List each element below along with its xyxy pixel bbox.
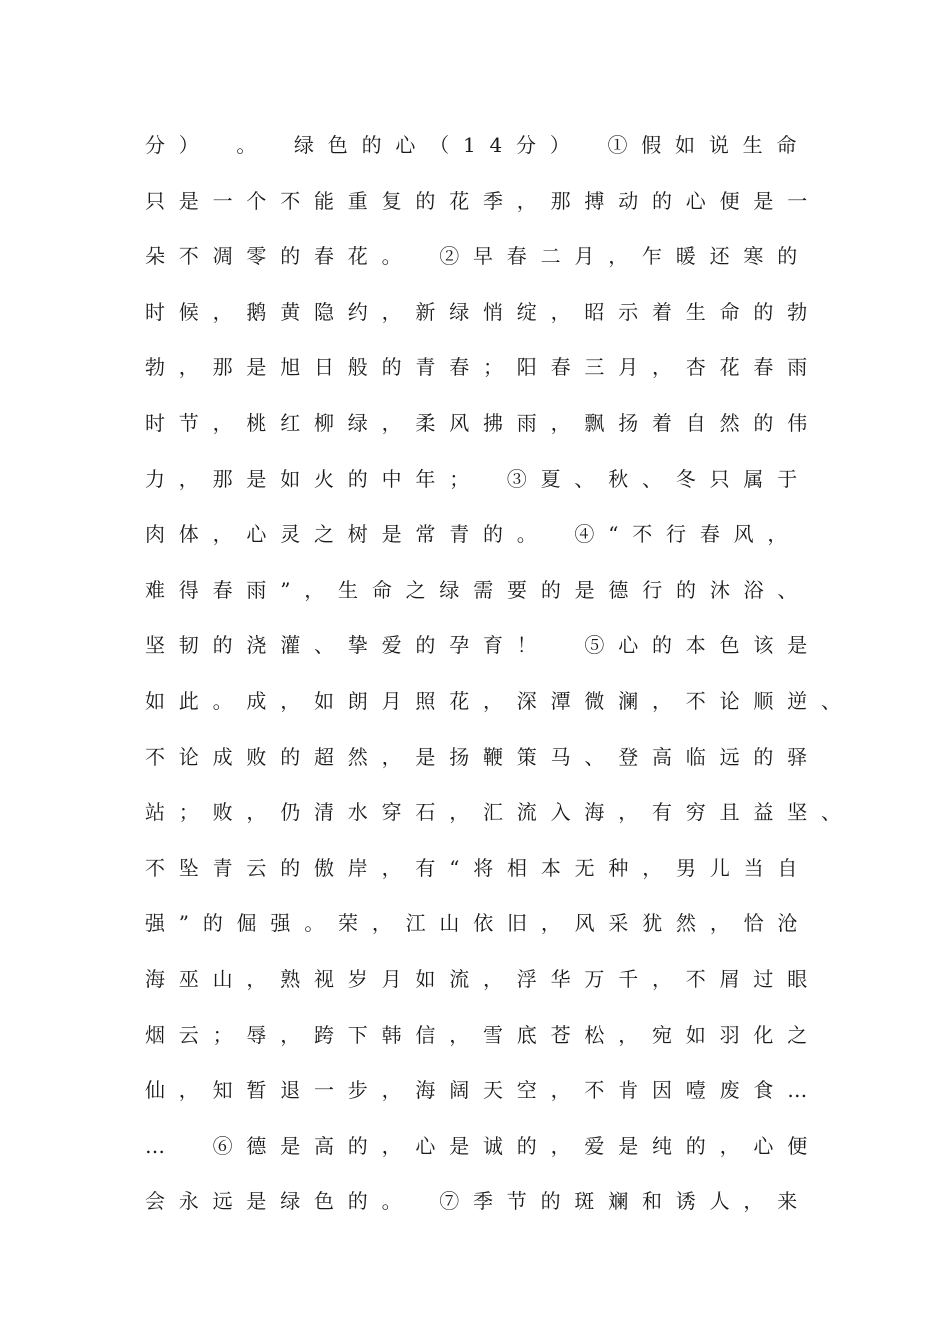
text-line: 勃，那是旭日般的青春；阳春三月，杏花春雨 xyxy=(145,355,821,380)
text-line: 时节，桃红柳绿，柔风拂雨，飘扬着自然的伟 xyxy=(145,410,821,435)
text-line: 只是一个不能重复的花季，那搏动的心便是一 xyxy=(145,188,821,213)
text-line: 如此。成，如朗月照花，深潭微澜，不论顺逆、 xyxy=(145,688,855,713)
text-line: 不坠青云的傲岸，有“将相本无种，男儿当自 xyxy=(145,855,812,880)
text-line: 肉体，心灵之树是常青的。 ④“不行春风， xyxy=(145,522,802,547)
text-line: 不论成败的超然，是扬鞭策马、登高临远的驿 xyxy=(145,744,821,769)
text-line: 力，那是如火的中年； ③夏、秋、冬只属于 xyxy=(145,466,811,491)
text-line: 烟云；辱，跨下韩信，雪底苍松，宛如羽化之 xyxy=(145,1022,821,1047)
text-line: 难得春雨”，生命之绿需要的是德行的沐浴、 xyxy=(145,577,812,602)
text-line: 时候，鹅黄隐约，新绿悄绽，昭示着生命的勃 xyxy=(145,299,821,324)
text-body xyxy=(145,128,855,1240)
text-line: 会永远是绿色的。 ⑦季节的斑斓和诱人，来 xyxy=(145,1189,811,1214)
text-line: 强”的倔强。荣，江山依旧，风采犹然，恰沧 xyxy=(145,911,812,936)
text-line: 分） 。 绿色的心（14分） ①假如说生命 xyxy=(145,133,811,157)
text-line: 仙，知暂退一步，海阔天空，不肯因噎废食… xyxy=(145,1078,821,1103)
text-line: … ⑥德是高的，心是诚的，爱是纯的，心便 xyxy=(145,1133,821,1158)
text-line: 海巫山，熟视岁月如流，浮华万千，不屑过眼 xyxy=(145,966,821,991)
text-line: 站；败，仍清水穿石，汇流入海，有穷且益坚、 xyxy=(145,800,855,825)
text-line: 朵不凋零的春花。 ②早春二月，乍暖还寒的 xyxy=(145,244,811,269)
text-line: 坚韧的浇灌、挚爱的孕育！ ⑤心的本色该是 xyxy=(145,633,821,658)
